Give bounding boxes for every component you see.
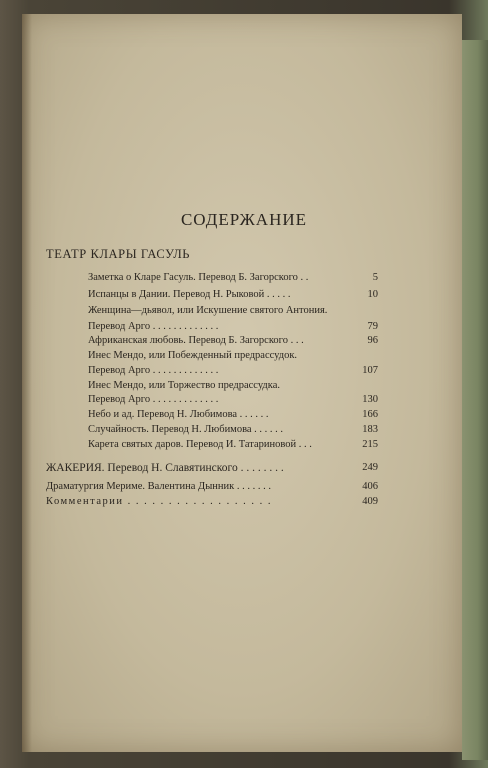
toc-entry-line: Перевод Арго . . . . . . . . . . . . . (88, 365, 219, 376)
toc-entry-line: Инес Мендо, или Торжество предрассудка. (88, 380, 280, 391)
toc-page-number: 183 (362, 424, 378, 435)
toc-entry-dramaturgy: Драматургия Мериме. Валентина Дынник . . . . . . . (46, 481, 271, 492)
toc-page-number: 409 (362, 496, 378, 507)
toc-page-number: 249 (362, 462, 378, 473)
toc-entry-line: Африканская любовь. Перевод Б. Загорского . . . (88, 335, 304, 346)
toc-page-number: 5 (372, 272, 378, 283)
toc-entry-zhakeria: ЖАКЕРИЯ. Перевод Н. Славятинского . . . . . . . . (46, 462, 284, 474)
toc-entry-line: Заметка о Кларе Гасуль. Перевод Б. Загорского . . (88, 272, 309, 283)
toc-page-number: 166 (362, 409, 378, 420)
cover-edge (462, 40, 488, 760)
toc-page-number: 96 (367, 335, 378, 346)
toc-page-number: 107 (362, 365, 378, 376)
toc-entry-line: Карета святых даров. Перевод И. Татариновой . . . (88, 439, 312, 450)
toc-entry-line: Перевод Арго . . . . . . . . . . . . . (88, 394, 219, 405)
page-shadow (22, 14, 32, 752)
toc-entry-line: Небо и ад. Перевод Н. Любимова . . . . . . (88, 409, 269, 420)
toc-entry-line: Инес Мендо, или Побежденный предрассудок. (88, 350, 298, 361)
toc-page-number: 130 (362, 394, 378, 405)
toc-entry-line: Случайность. Перевод Н. Любимова . . . . . . (88, 424, 284, 435)
toc-entry-line: Перевод Арго . . . . . . . . . . . . . (88, 321, 219, 332)
toc-entry-line: Испанцы в Дании. Перевод Н. Рыковой . . . . . (88, 289, 291, 300)
toc-page-number: 406 (362, 481, 378, 492)
toc-page-number: 79 (367, 321, 378, 332)
toc-entry-comments: Комментарии . . . . . . . . . . . . . . . . . . (46, 496, 272, 507)
contents-title: СОДЕРЖАНИЕ (180, 210, 308, 229)
section-heading-theatre: ТЕАТР КЛАРЫ ГАСУЛЬ (46, 247, 191, 261)
toc-page-number: 10 (367, 289, 378, 300)
toc-entry-line: Женщина—дьявол, или Искушение святого Антония. (88, 305, 328, 316)
toc-page-number: 215 (362, 439, 378, 450)
